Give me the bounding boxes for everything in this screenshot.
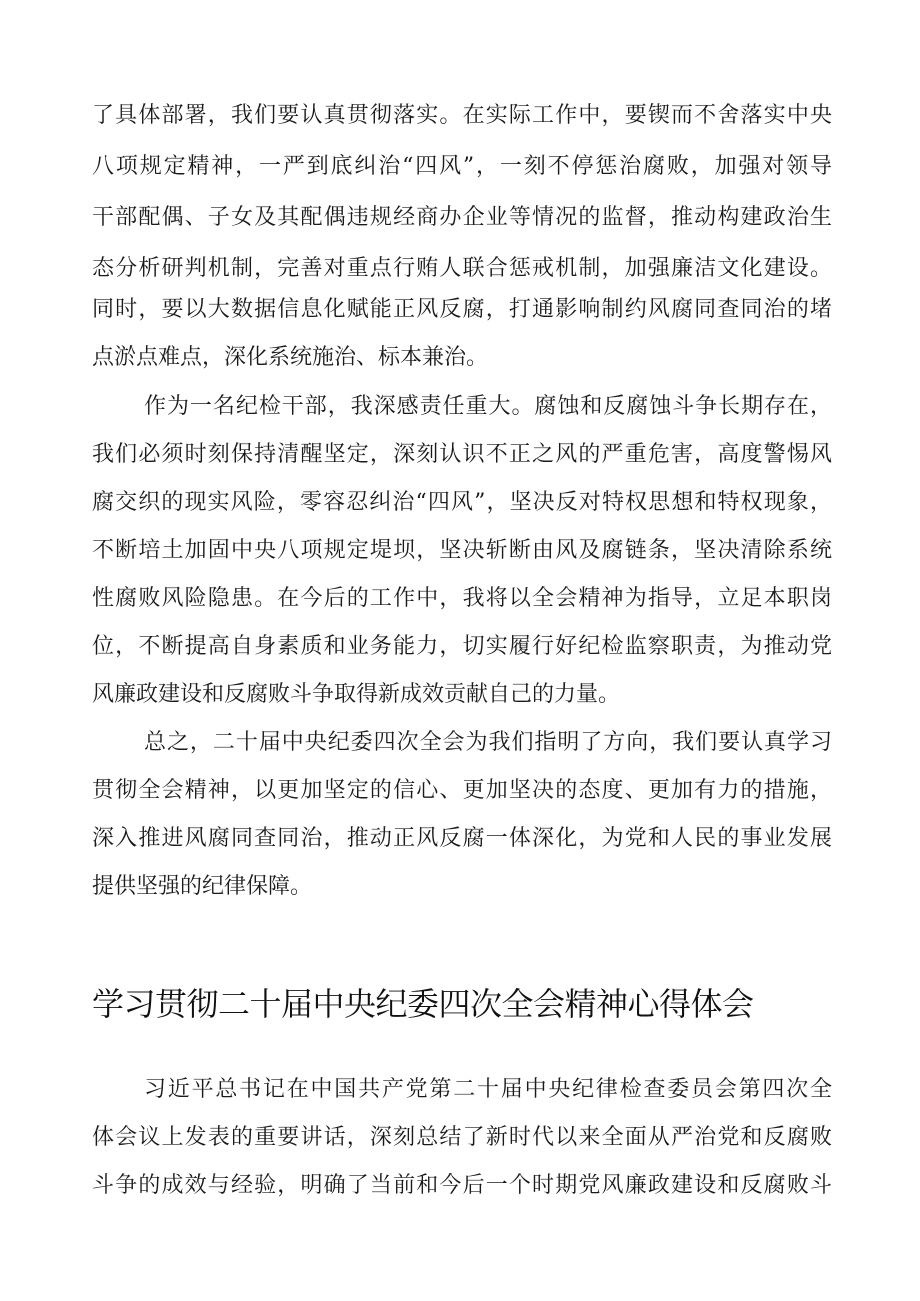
paragraph-2-line-2: 我们必须时刻保持清醒坚定，深刻认识不正之风的严重危害，高度警惕风 xyxy=(92,442,832,467)
section-2-line-1: 习近平总书记在中国共产党第二十届中央纪律检查委员会第四次全 xyxy=(144,1077,832,1102)
section-2-line-3: 斗争的成效与经验，明确了当前和今后一个时期党风廉政建设和反腐败斗 xyxy=(92,1173,832,1198)
paragraph-3-line-1: 总之，二十届中央纪委四次全会为我们指明了方向，我们要认真学习 xyxy=(144,730,832,755)
paragraph-2-line-4: 不断培土加固中央八项规定堤坝，坚决斩断由风及腐链条，坚决清除系统 xyxy=(92,538,832,563)
article-heading: 学习贯彻二十届中央纪委四次全会精神心得体会 xyxy=(92,985,754,1023)
paragraph-2-line-6: 位，不断提高自身素质和业务能力，切实履行好纪检监察职责，为推动党 xyxy=(92,634,832,659)
paragraph-2-line-7: 风廉政建设和反腐败斗争取得新成效贡献自己的力量。 xyxy=(92,682,621,707)
paragraph-3-line-3: 深入推进风腐同查同治，推动正风反腐一体深化，为党和人民的事业发展 xyxy=(92,826,832,851)
paragraph-2-line-3: 腐交织的现实风险，零容忍纠治“四风”，坚决反对特权思想和特权现象， xyxy=(92,490,832,515)
paragraph-3-line-2: 贯彻全会精神，以更加坚定的信心、更加坚决的态度、更加有力的措施， xyxy=(92,778,832,803)
paragraph-2-line-1: 作为一名纪检干部，我深感责任重大。腐蚀和反腐蚀斗争长期存在， xyxy=(144,394,832,419)
paragraph-1-line-2: 八项规定精神，一严到底纠治“四风”，一刻不停惩治腐败，加强对领导 xyxy=(92,154,832,179)
paragraph-2-line-5: 性腐败风险隐患。在今后的工作中，我将以全会精神为指导，立足本职岗 xyxy=(92,586,832,611)
paragraph-1-line-4: 态分析研判机制，完善对重点行贿人联合惩戒机制，加强廉洁文化建设。 xyxy=(92,256,832,281)
paragraph-1-line-6: 点淤点难点，深化系统施治、标本兼治。 xyxy=(92,345,489,370)
paragraph-3-line-4: 提供坚强的纪律保障。 xyxy=(92,874,313,899)
paragraph-1-line-1: 了具体部署，我们要认真贯彻落实。在实际工作中，要锲而不舍落实中央 xyxy=(92,103,832,128)
paragraph-1-line-5: 同时，要以大数据信息化赋能正风反腐，打通影响制约风腐同查同治的堵 xyxy=(92,297,832,322)
section-2-line-2: 体会议上发表的重要讲话，深刻总结了新时代以来全面从严治党和反腐败 xyxy=(92,1125,832,1150)
paragraph-1-line-3: 干部配偶、子女及其配偶违规经商办企业等情况的监督，推动构建政治生 xyxy=(92,205,832,230)
